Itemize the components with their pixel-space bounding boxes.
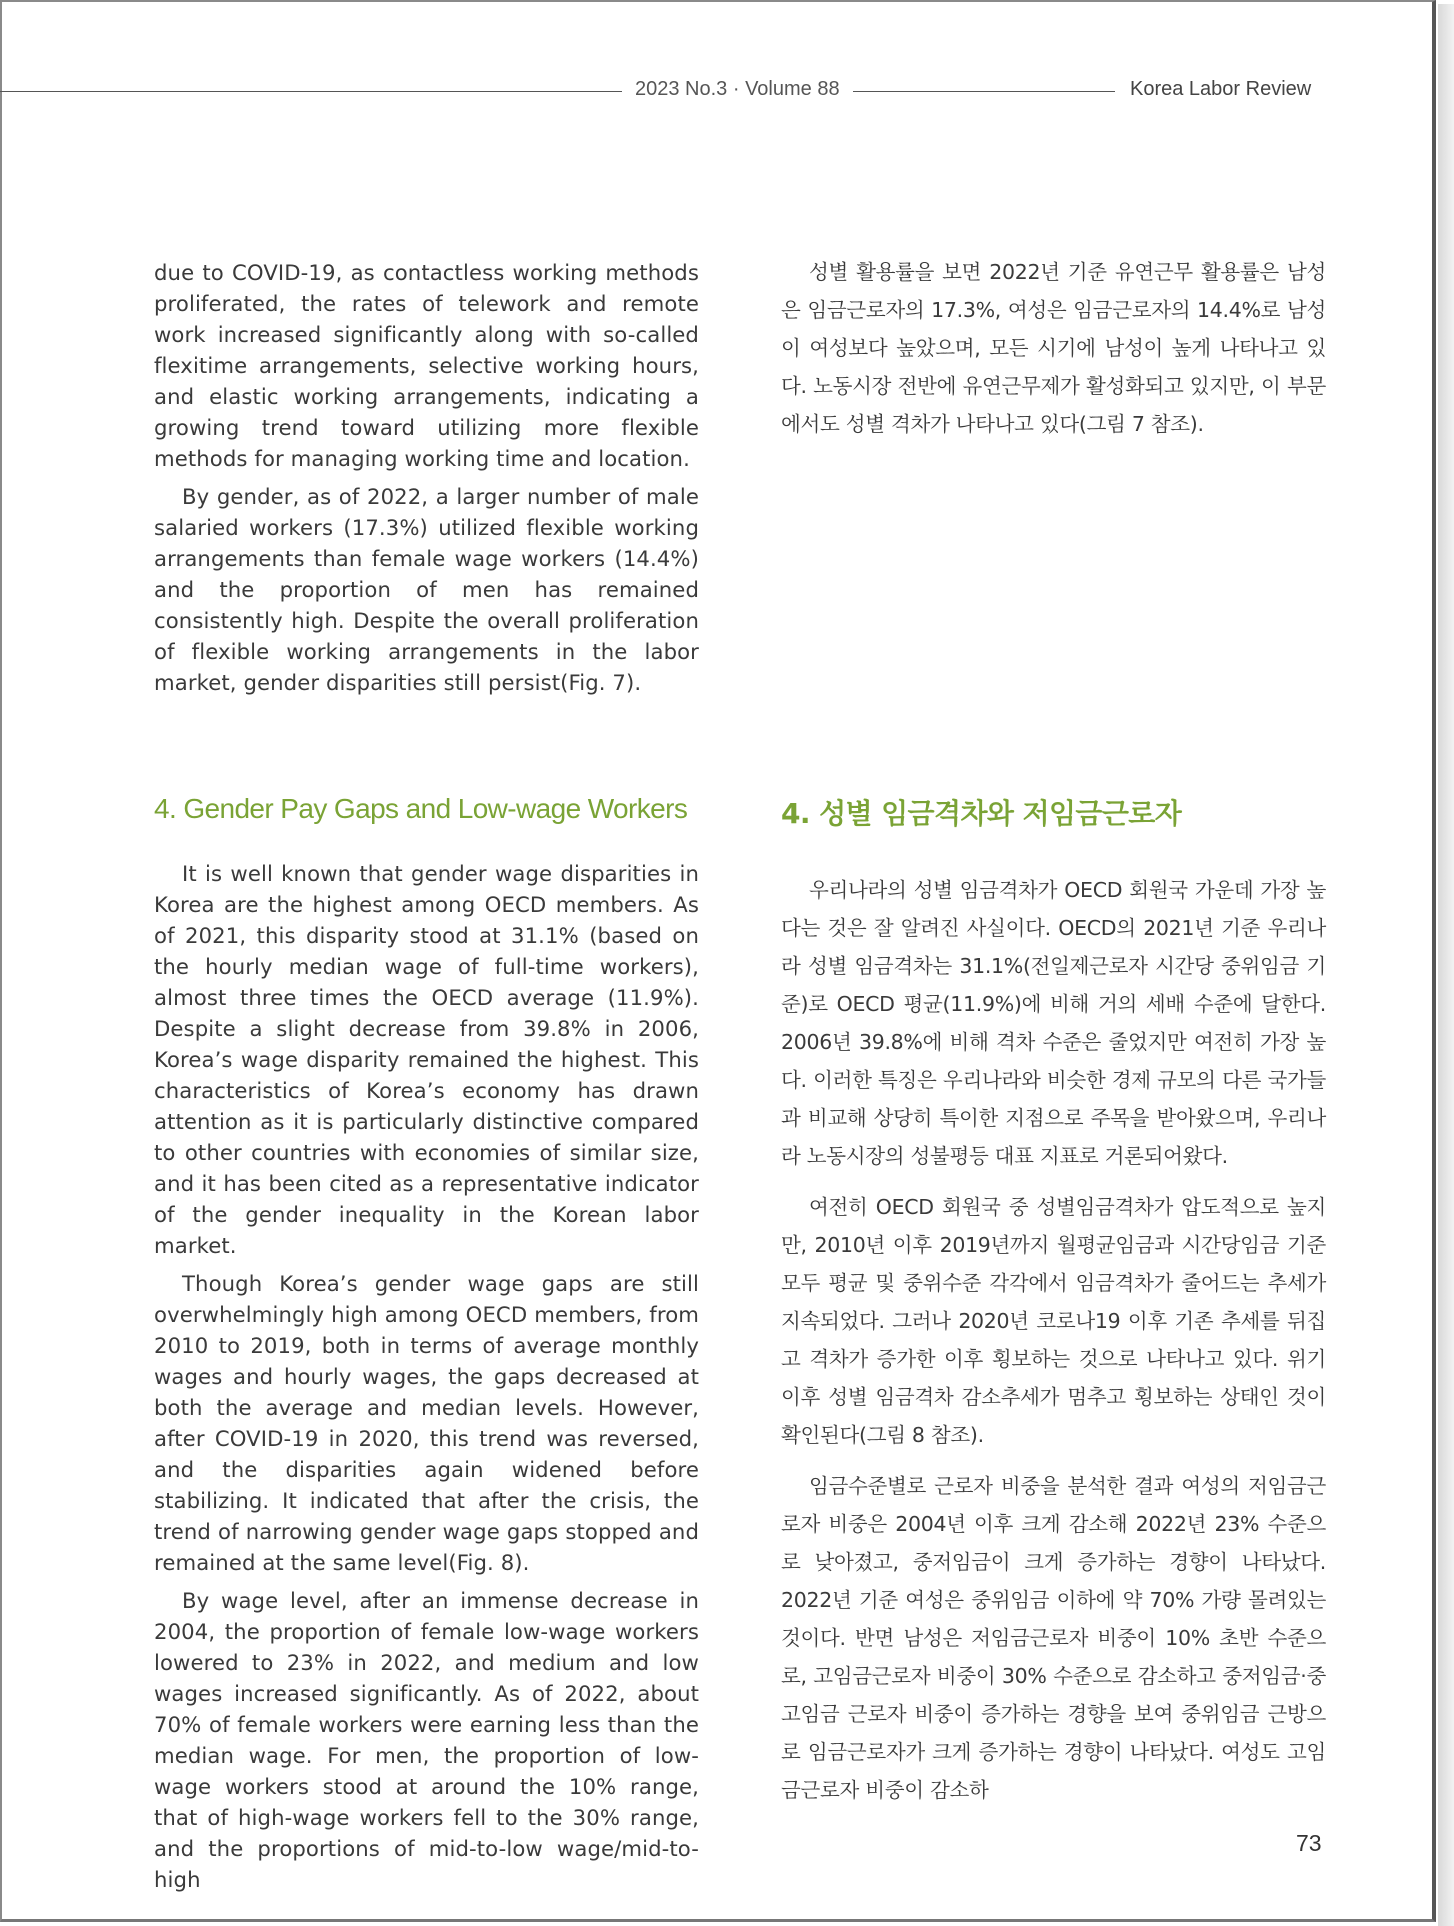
header-rule-middle (853, 91, 1115, 92)
issue-label: 2023 No.3 · Volume 88 (635, 78, 840, 100)
page-edge-shadow (1438, 4, 1454, 1926)
header-rule-left (0, 91, 622, 92)
page-number: 73 (1296, 1830, 1322, 1856)
english-paragraph: By gender, as of 2022, a larger number of male salaried workers (17.3%) utilized flexible working arrangements than female wage workers (14.4%) and the proportion of men has remained consistently high. Despite the overall proliferation of flexible working arrangements in the labor market, gender disparities still persist(Fig. 7). (154, 484, 699, 695)
korean-paragraph: 우리나라의 성별 임금격차가 OECD 회원국 가운데 가장 높다는 것은 잘 알려진 사실이다. OECD의 2021년 기준 우리나라 성별 임금격차는 31.1%(전일제근로자 시간당 중위임금 기준)로 OECD 평균(11.9%)에 비해 거의 세배 수준에 달한다. 2006년 39.8%에 비해 격차 수준은 줄었지만 여전히 가장 높다. 이러한 특징은 우리나라와 비슷한 경제 규모의 다른 국가들과 비교해 상당히 특이한 지점으로 주목을 받아왔으며, 우리나라 노동시장의 성불평등 대표 지표로 거론되어왔다. (781, 878, 1326, 1168)
korean-paragraph: 임금수준별로 근로자 비중을 분석한 결과 여성의 저임금근로자 비중은 2004년 이후 크게 감소해 2022년 23% 수준으로 낮아졌고, 중저임금이 크게 증가하는 경향이 나타났다. 2022년 기준 여성은 중위임금 이하에 약 70% 가량 몰려있는 것이다. 반면 남성은 저임금근로자 비중이 10% 초반 수준으로, 고임금근로자 비중이 30% 수준으로 감소하고 중저임금·중고임금 근로자 비중이 증가하는 경향을 보여 중위임금 근방으로 임금근로자가 크게 증가하는 경향이 나타났다. 여성도 고임금근로자 비중이 감소하 (781, 1474, 1326, 1802)
english-paragraph: Though Korea’s gender wage gaps are still overwhelmingly high among OECD members, from 2010 to 2019, both in terms of average monthly wages and hourly wages, the gaps decreased at both the average and median levels. However, after COVID-19 in 2020, this trend was reversed, and the disparities again widened before stabilizing. It indicated that after the crisis, the trend of narrowing gender wage gaps stopped and remained at the same level(Fig. 8). (154, 1271, 699, 1575)
english-paragraph: It is well known that gender wage disparities in Korea are the highest among OECD members. As of 2021, this disparity stood at 31.1% (based on the hourly median wage of full-time workers), almost three times the OECD average (11.9%). Despite a slight decrease from 39.8% in 2006, Korea’s wage disparity remained the highest. This characteristics of Korea’s economy has drawn attention as it is particularly distinctive compared to other countries with economies of similar size, and it has been cited as a representative indicator of the gender inequality in the Korean labor market. (154, 861, 699, 1258)
english-paragraph: due to COVID-19, as contactless working methods proliferated, the rates of telework and remote work increased significantly along with so-called flexitime arrangements, selective working hours, and elastic working arrangements, indicating a growing trend toward utilizing more flexible methods for managing working time and location. (154, 260, 699, 471)
journal-title: Korea Labor Review (1130, 78, 1312, 100)
korean-paragraph: 성별 활용률을 보면 2022년 기준 유연근무 활용률은 남성은 임금근로자의 17.3%, 여성은 임금근로자의 14.4%로 남성이 여성보다 높았으며, 모든 시기에 남성이 높게 나타나고 있다. 노동시장 전반에 유연근무제가 활성화되고 있지만, 이 부문에서도 성별 격차가 나타나고 있다(그림 7 참조). (781, 260, 1326, 436)
english-intro (154, 257, 699, 705)
english-paragraph: By wage level, after an immense decrease in 2004, the proportion of female low-wage workers lowered to 23% in 2022, and medium and low wages increased significantly. As of 2022, about 70% of female workers were earning less than the median wage. For men, the proportion of low-wage workers stood at around the 10% range, that of high-wage workers fell to the 30% range, and the proportions of mid-to-low wage/mid-to-high (154, 1588, 699, 1892)
english-section-body (154, 858, 699, 1902)
korean-intro (781, 253, 1326, 456)
korean-section-body (781, 871, 1326, 1822)
section-heading-english: 4. Gender Pay Gaps and Low-wage Workers (154, 793, 688, 824)
korean-paragraph: 여전히 OECD 회원국 중 성별임금격차가 압도적으로 높지만, 2010년 이후 2019년까지 월평균임금과 시간당임금 기준 모두 평균 및 중위수준 각각에서 임금격차가 줄어드는 추세가 지속되었다. 그러나 2020년 코로나19 이후 기존 추세를 뒤집고 격차가 증가한 이후 횡보하는 것으로 나타나고 있다. 위기 이후 성별 임금격차 감소추세가 멈추고 횡보하는 상태인 것이 확인된다(그림 8 참조). (781, 1195, 1326, 1447)
running-header (0, 78, 1330, 108)
section-heading-korean: 4. 성별 임금격차와 저임금근로자 (781, 797, 1182, 830)
